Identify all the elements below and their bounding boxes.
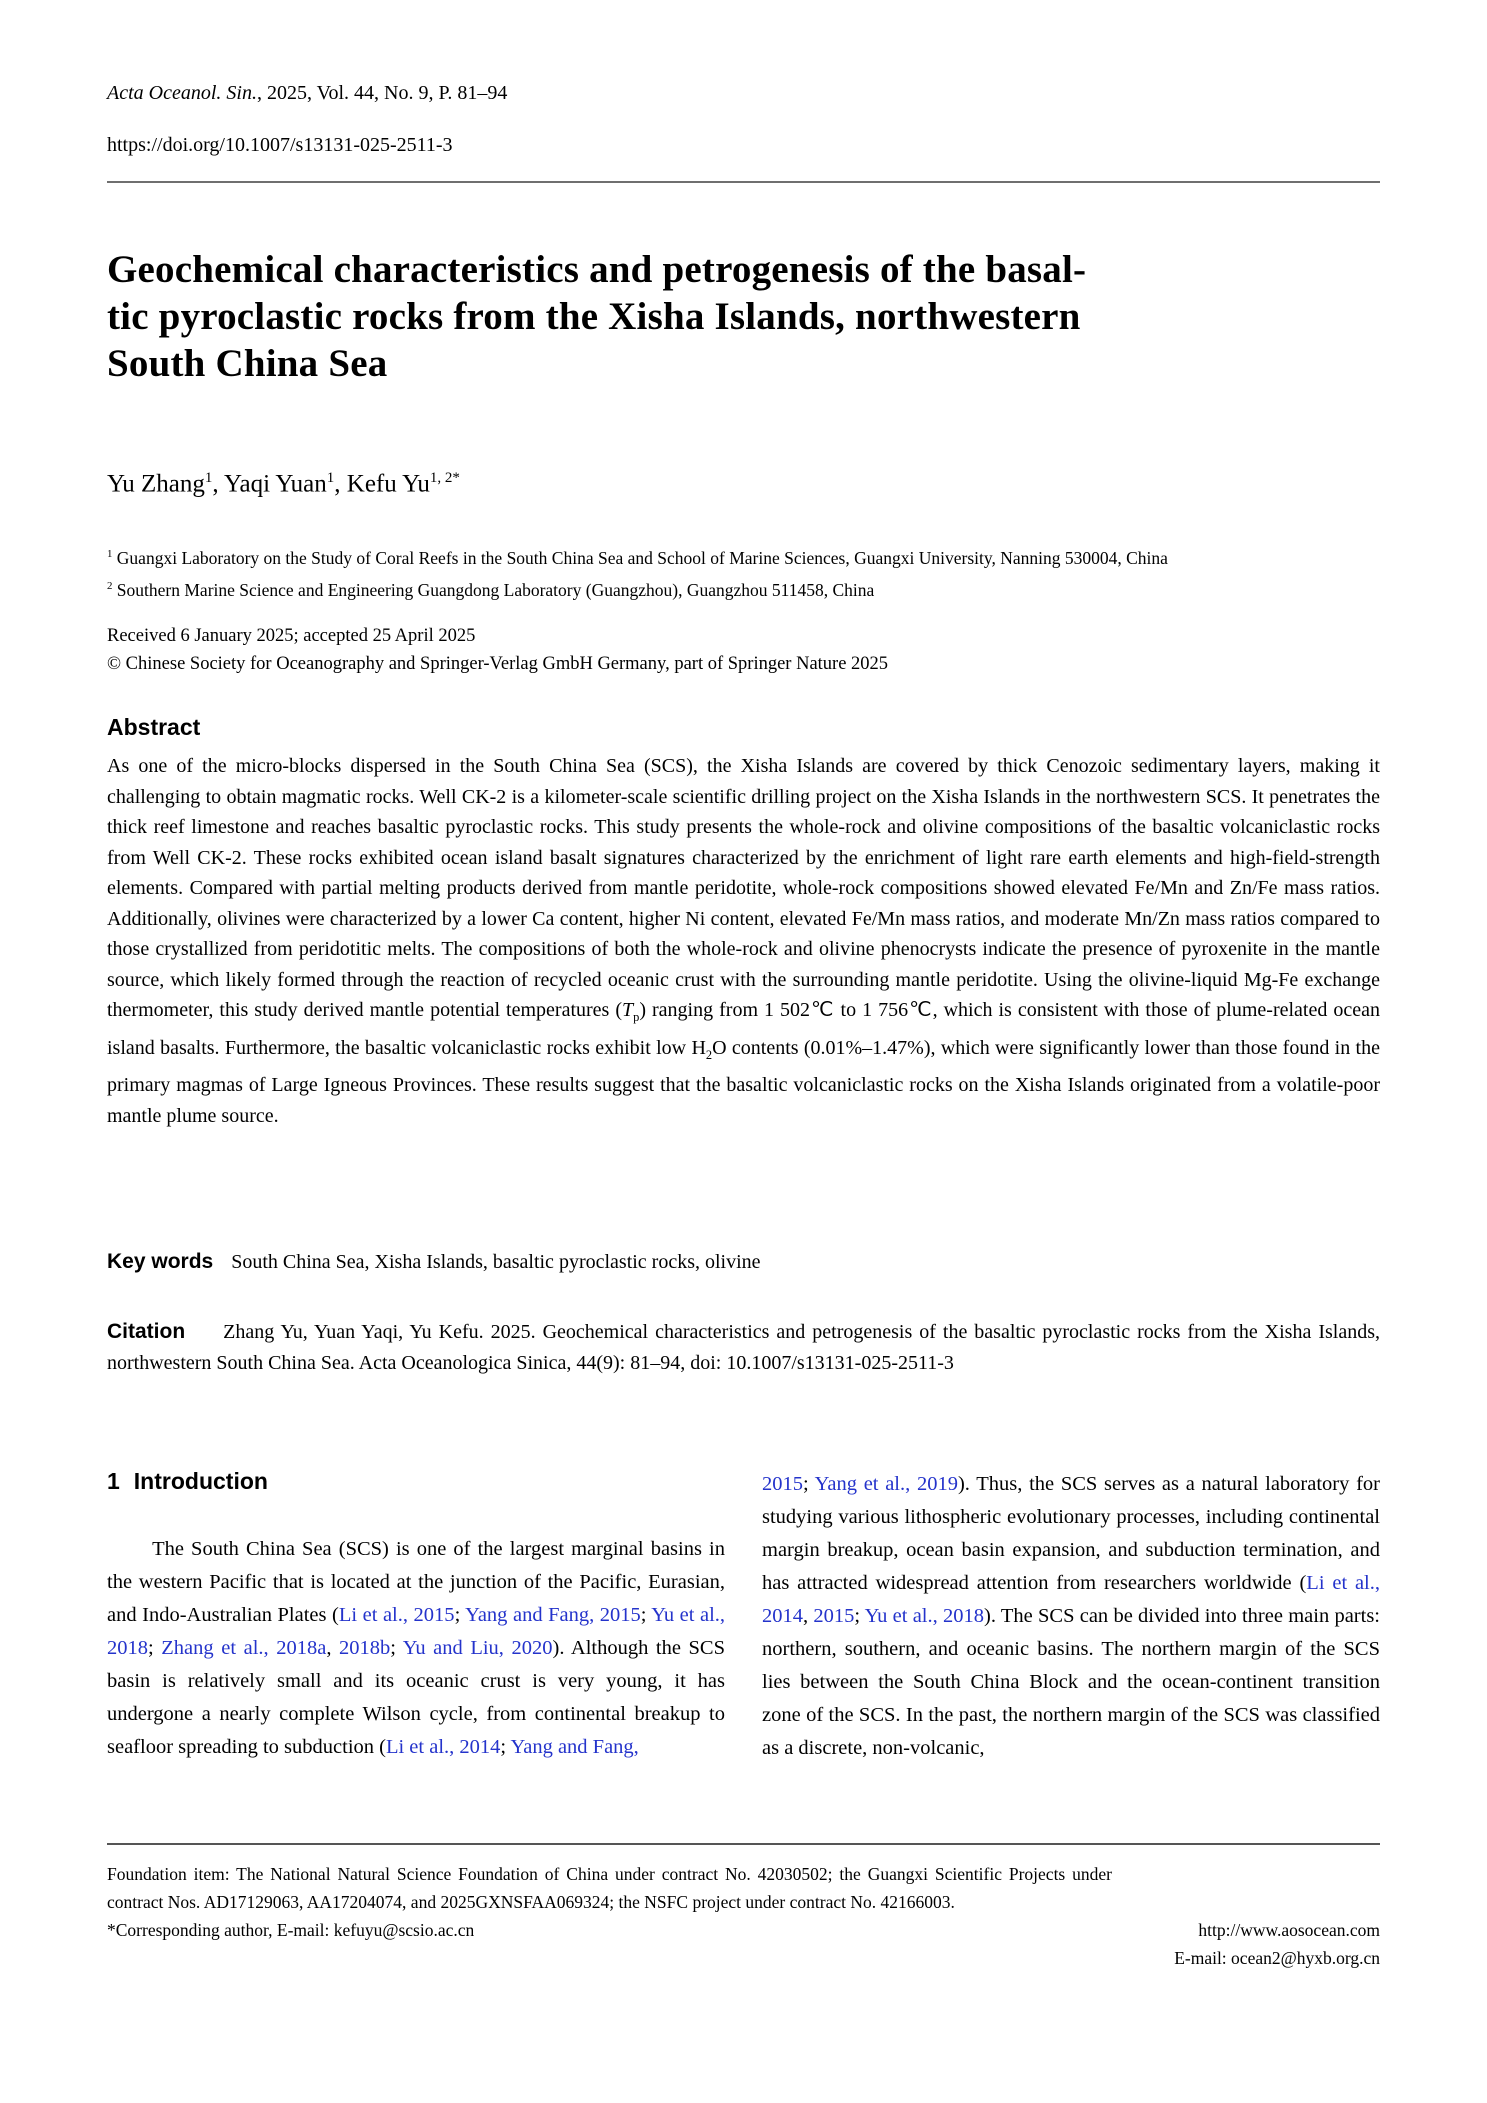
citation-heading: Citation [107,1320,186,1343]
corresponding-author: *Corresponding author, E-mail: kefuyu@scsio.ac.cn [107,1920,475,1940]
citation-link[interactable]: Yang and Fang, 2015 [465,1604,641,1626]
citation-link[interactable]: Yu et al., 2018 [864,1605,985,1627]
section-title: Introduction [133,1468,268,1494]
journal-website: http://www.aosocean.com [1198,1920,1380,1940]
authors-line: Yu Zhang$^1$, Yaqi Yuan$^1$, Kefu $Yu^{1, 2*}$ [107,470,460,498]
received-accepted-dates: Received 6 January 2025; accepted 25 April 2025 [107,626,476,646]
journal-contacts [1174,1916,1380,1972]
introduction-section [107,1468,1380,1765]
citation-link[interactable]: Yu and Liu, 2020 [402,1637,553,1659]
citation-text: Zhang Yu, Yuan Yaqi, Yu Kefu. 2025. Geochemical characteristics and petrogenesis of the basaltic pyroclastic rocks from the Xisha Islands, northwestern South China Sea. Acta Oceanologica Sinica, 44(9): 81–94, doi: 10.1007/s13131-025-2511-3 [107,1321,1380,1374]
abstract-section [107,714,1380,1131]
journal-issue-info: , 2025, Vol. 44, No. 9, P. 81–94 [256,82,508,104]
abstract-text: As one of the micro-blocks dispersed in the South China Sea (SCS), the Xisha Islands are covered by thick Cenozoic sedimentary layers, making it challenging to obtain magmatic rocks. Well CK-2 is a kilometer-scale scientific drilling project on the Xisha Islands in the northwestern SCS. It penetrates the thick reef limestone and reaches basaltic pyroclastic rocks. This study presents the whole-rock and olivine compositions of the basaltic volcaniclastic rocks from Well CK-2. These rocks exhibited ocean island basalt signatures characterized by the enrichment of light rare earth elements and high-field-strength elements. Compared with partial melting products derived from mantle peridotite, whole-rock compositions showed elevated Fe/Mn and Zn/Fe mass ratios. Additionally, olivines were characterized by a lower Ca content, higher Ni content, elevated Fe/Mn mass ratios, and moderate Mn/Zn mass ratios compared to those crystallized from peridotitic melts. The compositions of both the whole-rock and olivine phenocrysts indicate the presence of pyroxenite in the mantle source, which likely formed through the reaction of recycled oceanic crust with the surrounding mantle peridotite. Using the olivine-liquid Mg-Fe exchange thermometer, this study derived mantle potential temperatures $(T_p)$ ranging from 1 502℃ to 1 756℃, which is consistent with those of plume-related ocean island basalts. Furthermore, the basaltic volcaniclastic rocks exhibit low $H_2O$ contents (0.01%–1.47%), which were significantly lower than those found in the primary magmas of Large Igneous Provinces. These results suggest that the basaltic volcaniclastic rocks on the Xisha Islands originated from a volatile-poor mantle plume source. [107,755,1380,1127]
citation-link[interactable]: 2015 [813,1605,855,1627]
affiliation: $^1$ Guangxi Laboratory on the Study of Coral Reefs in the South China Sea and School of Marine Sciences, Guangxi University, Nanning 530004, China [107,547,1168,568]
foundation-item: Foundation item: The National Natural Science Foundation of China under contract No. 42030502; the Guangxi Scientific Projects under contract Nos. AD17129063, AA17204074, and 2025GXNSFAA069324; the NSFC project under contract No. 42166003. [107,1864,1112,1912]
abstract-heading: Abstract [107,714,201,740]
copyright-notice: © Chinese Society for Oceanography and Springer-Verlag GmbH Germany, part of Springer Nature 2025 [107,654,889,674]
section-heading-introduction [107,1468,725,1495]
author-name: Yu Zhang [107,470,205,498]
section-number: 1 [107,1468,120,1494]
header-divider [107,181,1380,183]
intro-paragraph-left: The South China Sea (SCS) is one of the largest marginal basins in the western Pacific that is located at the junction of the Pacific, Eurasian, and Indo-Australian Plates (Li et al., 2015; Yang and Fang, 2015; Yu et al., 2018; Zhang et al., 2018a, 2018b; Yu and Liu, 2020). Although the SCS basin is relatively small and its oceanic crust is very young, it has undergone a nearly complete Wilson cycle, from continental breakup to seafloor spreading to subduction (Li et al., 2014; Yang and Fang, [107,1538,726,1758]
intro-left-column [107,1468,725,1765]
author-name: Yaqi Yuan [223,470,327,498]
citation-section [107,1316,1380,1379]
citation-link[interactable]: Li et al., 2015 [338,1604,455,1626]
citation-link[interactable]: Li et al., 2014 [762,1572,1381,1627]
keywords-text: South China Sea, Xisha Islands, basaltic pyroclastic rocks, olivine [231,1251,761,1273]
citation-link[interactable]: Yu et al., 2018 [107,1604,726,1659]
title-line-2: tic pyroclastic rocks from the Xisha Islands, northwestern [107,295,1081,338]
intro-paragraph-right: 2015; Yang et al., 2019). Thus, the SCS serves as a natural laboratory for studying various lithospheric evolutionary processes, including continental margin breakup, ocean basin expansion, and subduction termination, and has attracted widespread attention from researchers worldwide (Li et al., 2014, 2015; Yu et al., 2018). The SCS can be divided into three main parts: northern, southern, and oceanic basins. The northern margin of the SCS lies between the South China Block and the ocean-continent transition zone of the SCS. In the past, the northern margin of the SCS was classified as a discrete, non-volcanic, [762,1473,1381,1759]
citation-link[interactable]: Yang and Fang, [510,1736,639,1758]
affiliation: $^2$ Southern Marine Science and Engineering Guangdong Laboratory (Guangzhou), Guangzhou 511458, China [107,579,875,600]
page-footer [107,1860,1380,1968]
journal-email: E-mail: ocean2@hyxb.org.cn [1174,1948,1380,1968]
journal-header [107,82,1380,105]
title-line-3: South China Sea [107,342,388,385]
citation-link[interactable]: 2015 [762,1473,803,1495]
intro-right-column [762,1468,1380,1765]
citation-link[interactable]: Li et al., 2014 [385,1736,501,1758]
title-line-1: Geochemical characteristics and petrogenesis of the basal- [107,248,1087,291]
citation-link[interactable]: Yang et al., 2019 [814,1473,958,1495]
affiliations [107,540,1380,604]
citation-link[interactable]: Zhang et al., 2018a [161,1637,327,1659]
article-title [107,246,1380,387]
footer-divider [107,1843,1380,1845]
citation-link[interactable]: 2018b [339,1637,391,1659]
doi-url: https://doi.org/10.1007/s13131-025-2511-3 [107,134,453,156]
journal-name: Acta Oceanol. Sin. [107,82,257,104]
keywords-heading: Key words [107,1250,214,1273]
keywords-section [107,1250,1380,1274]
author-name: Kefu Yu [346,470,430,498]
